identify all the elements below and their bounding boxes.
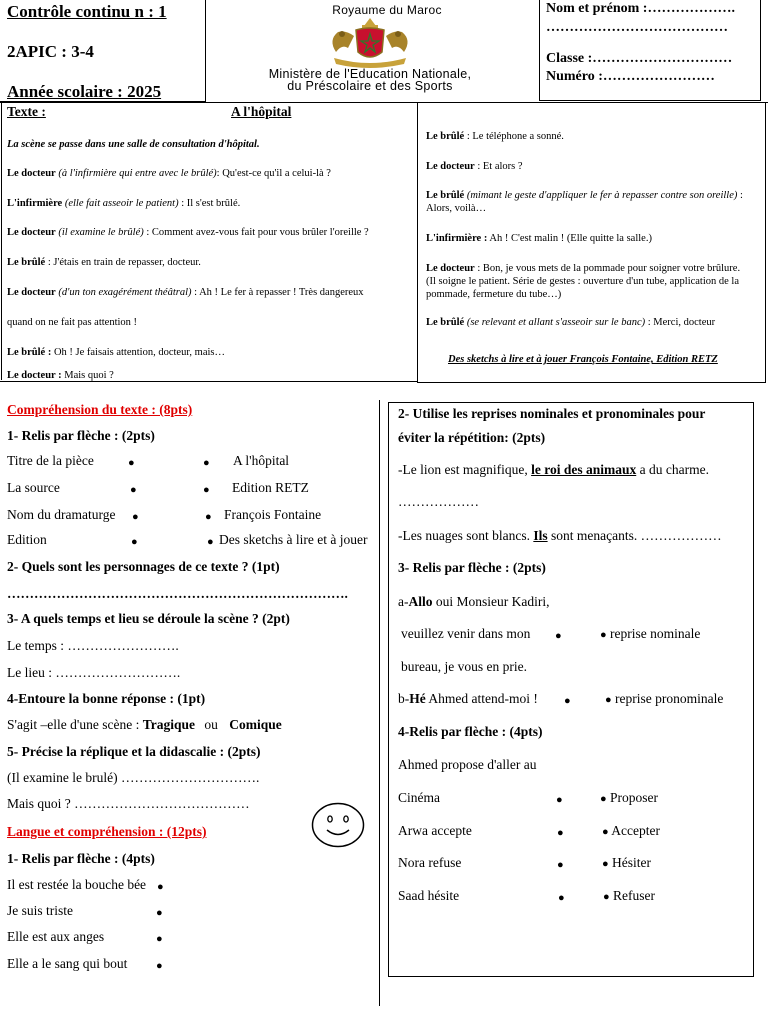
ministry-line-2: du Préscolaire et des Sports xyxy=(287,79,453,93)
match-dot[interactable]: ● xyxy=(131,536,138,548)
q3-time-field[interactable]: Le temps : ……………………. xyxy=(7,638,179,653)
reprise-nominale-option: ● reprise nominale xyxy=(600,626,701,641)
q4-option-comique[interactable]: Comique xyxy=(229,717,282,732)
match-dot[interactable]: ● xyxy=(205,511,212,523)
q4-option-tragique[interactable]: Tragique xyxy=(142,717,195,732)
text-source: Des sketchs à lire et à jouer François Fontaine, Edition RETZ xyxy=(448,354,718,365)
text-section-top-border xyxy=(0,102,768,103)
q4-match-heading: 4-Relis par flèche : (4pts) xyxy=(398,724,543,739)
dialogue-line: quand on ne fait pas attention ! xyxy=(7,317,138,328)
q3-item-a: a-Allo oui Monsieur Kadiri, xyxy=(398,594,550,609)
coat-of-arms-logo xyxy=(318,14,422,68)
match-dot[interactable]: ● xyxy=(555,630,562,642)
class-field[interactable]: Classe :………………………… xyxy=(546,51,733,66)
q3-place-field[interactable]: Le lieu : ………………………. xyxy=(7,665,181,680)
q3-heading: 3- A quels temps et lieu se déroule la scène ? (2pt) xyxy=(7,611,290,626)
language-title: Langue et compréhension : (12pts) xyxy=(7,824,207,839)
dialogue-line: Le docteur : Mais quoi ? xyxy=(7,370,114,381)
q3-item-a-line3: bureau, je vous en prie. xyxy=(401,659,527,674)
name-field-dots: ………………………………… xyxy=(546,20,728,35)
dialogue-line: Le brûlé (mimant le geste d'appliquer le fer à repasser contre son oreille) : Alors, voilà… xyxy=(426,190,743,214)
text-right-border xyxy=(765,102,766,382)
dialogue-line: Le docteur (d'un ton exagérément théâtral) : Ah ! Le fer à repasser ! Très dangereux xyxy=(7,287,364,298)
match-dot[interactable]: ● xyxy=(132,511,139,523)
q5-heading: 5- Précise la réplique et la didascalie : (2pts) xyxy=(7,744,261,759)
sentence-1: -Le lion est magnifique, le roi des animaux a du charme. xyxy=(398,462,709,477)
dialogue-line: Le docteur (il examine le brûlé) : Comment avez-vous fait pour vous brûler l'oreille ? xyxy=(7,227,369,238)
text-column-divider xyxy=(417,102,418,382)
underlined-phrase: le roi des animaux xyxy=(531,462,637,477)
text-right-frame xyxy=(417,382,766,383)
q2-heading: 2- Quels sont les personnages de ce texte ? (1pt) xyxy=(7,559,280,574)
class-level: 2APIC : 3-4 xyxy=(7,42,94,61)
match-left-item: Nom du dramaturge xyxy=(7,507,116,522)
q2-answer-line[interactable]: …………………………………………………………………. xyxy=(7,586,348,601)
text-title: A l'hôpital xyxy=(231,104,292,119)
match-left-item: Titre de la pièce xyxy=(7,453,94,468)
expression-item: Elle est aux anges xyxy=(7,929,105,944)
underlined-pronoun: Ils xyxy=(533,528,548,543)
verb-left-item: Cinéma xyxy=(398,790,440,805)
match-dot[interactable]: ● xyxy=(156,960,163,972)
reprise-pronominale-option: ● reprise pronominale xyxy=(605,691,724,706)
q3-reprises-heading: 3- Relis par flèche : (2pts) xyxy=(398,560,546,575)
q4-heading: 4-Entoure la bonne réponse : (1pt) xyxy=(7,691,206,706)
verb-right-item: ● Proposer xyxy=(600,790,659,805)
header-left xyxy=(7,2,167,102)
expression-item: Il est restée la bouche bée xyxy=(7,877,147,892)
match-dot[interactable]: ● xyxy=(564,695,571,707)
match-right-item: François Fontaine xyxy=(224,507,322,522)
ministry-line-1: Ministère de l'Education Nationale, xyxy=(268,67,472,81)
expression-item: Elle a le sang qui bout xyxy=(7,956,128,971)
match-left-item: La source xyxy=(7,480,60,495)
dialogue-line: Le brûlé : J'étais en train de repasser, docteur. xyxy=(7,257,201,268)
q4-or: ou xyxy=(204,717,218,732)
match-dot[interactable]: ● xyxy=(556,794,563,806)
lang-q1-heading: 1- Relis par flèche : (4pts) xyxy=(7,851,155,866)
q5-answer-b[interactable]: Mais quoi ? ………………………………… xyxy=(7,796,250,811)
verb-right-item: ● Hésiter xyxy=(602,855,652,870)
verb-left-item: Nora refuse xyxy=(398,855,462,870)
comprehension-title: Compréhension du texte : (8pts) xyxy=(7,402,193,417)
test-title: Contrôle continu n : 1 xyxy=(7,2,167,21)
match-left-item: Edition xyxy=(7,532,47,547)
dialogue-line: L'infirmière : Ah ! C'est malin ! (Elle quitte la salle.) xyxy=(426,233,652,244)
name-field[interactable]: Nom et prénom :………………. xyxy=(546,1,735,16)
q2-reprises-heading: 2- Utilise les reprises nominales et pronominales pour xyxy=(398,406,706,421)
match-dot[interactable]: ● xyxy=(558,892,565,904)
dialogue-line: Le brûlé : Le téléphone a sonné. xyxy=(426,131,564,142)
sentence-1-answer[interactable]: ……………… xyxy=(398,494,479,509)
text-label: Texte : xyxy=(7,104,46,119)
q4-intro: Ahmed propose d'aller au xyxy=(398,757,537,772)
q5-answer-a[interactable]: (Il examine le brulé) …………………………. xyxy=(7,770,260,785)
match-dot[interactable]: ● xyxy=(156,907,163,919)
match-dot[interactable]: ● xyxy=(203,484,210,496)
verb-left-item: Saad hésite xyxy=(398,888,460,903)
verb-right-item: ● Refuser xyxy=(603,888,656,903)
q2-reprises-heading-2: éviter la répétition: (2pts) xyxy=(398,430,546,445)
expression-item: Je suis triste xyxy=(7,903,73,918)
match-dot[interactable]: ● xyxy=(557,859,564,871)
match-dot[interactable]: ● xyxy=(207,536,214,548)
dialogue-line: Le brûlé : Oh ! Je faisais attention, docteur, mais… xyxy=(7,347,225,358)
match-dot[interactable]: ● xyxy=(203,457,210,469)
dialogue-line: Le docteur (à l'infirmière qui entre avec le brûlé): Qu'est-ce qu'il a celui-là ? xyxy=(7,168,331,179)
dialogue-line: L'infirmière (elle fait asseoir le patient) : Il s'est brûlé. xyxy=(7,198,241,209)
match-right-item: A l'hôpital xyxy=(233,453,290,468)
match-dot[interactable]: ● xyxy=(128,457,135,469)
column-divider xyxy=(379,400,380,1006)
school-year: Année scolaire : 2025 xyxy=(7,82,162,101)
scene-intro: La scène se passe dans une salle de consultation d'hôpital. xyxy=(7,139,260,150)
q3-item-b: b-Hé Ahmed attend-moi ! xyxy=(398,691,538,706)
match-dot[interactable]: ● xyxy=(557,827,564,839)
q3-item-a-line2: veuillez venir dans mon xyxy=(401,626,531,641)
match-right-item: Des sketchs à lire et à jouer xyxy=(219,532,368,547)
q1-heading: 1- Relis par flèche : (2pts) xyxy=(7,428,155,443)
q4-question: S'agit –elle d'une scène : xyxy=(7,717,140,732)
text-left-border xyxy=(1,102,2,380)
dialogue-line: Le docteur : Et alors ? xyxy=(426,161,523,172)
match-dot[interactable]: ● xyxy=(156,933,163,945)
kingdom-label: Royaume du Maroc xyxy=(332,3,442,17)
dialogue-line: Le docteur : Bon, je vous mets de la pommade pour soigner votre brûlure. (Il soigne le patient. Série de gestes : ouverture d'un tube, application de la pommade, fermeture du tube…) xyxy=(426,263,741,300)
verb-left-item: Arwa accepte xyxy=(398,823,472,838)
number-field[interactable]: Numéro :…………………… xyxy=(546,69,715,84)
q4-choice-line xyxy=(7,717,282,733)
match-dot[interactable]: ● xyxy=(130,484,137,496)
match-dot[interactable]: ● xyxy=(157,881,164,893)
match-right-item: Edition RETZ xyxy=(232,480,309,495)
sentence-2: -Les nuages sont blancs. Ils sont menaçants. ……………… xyxy=(398,528,722,543)
dialogue-line: Le brûlé (se relevant et allant s'asseoir sur le banc) : Merci, docteur xyxy=(426,317,716,328)
smiley-face-icon xyxy=(311,802,365,848)
verb-right-item: ● Accepter xyxy=(602,823,661,838)
student-info xyxy=(546,1,735,85)
